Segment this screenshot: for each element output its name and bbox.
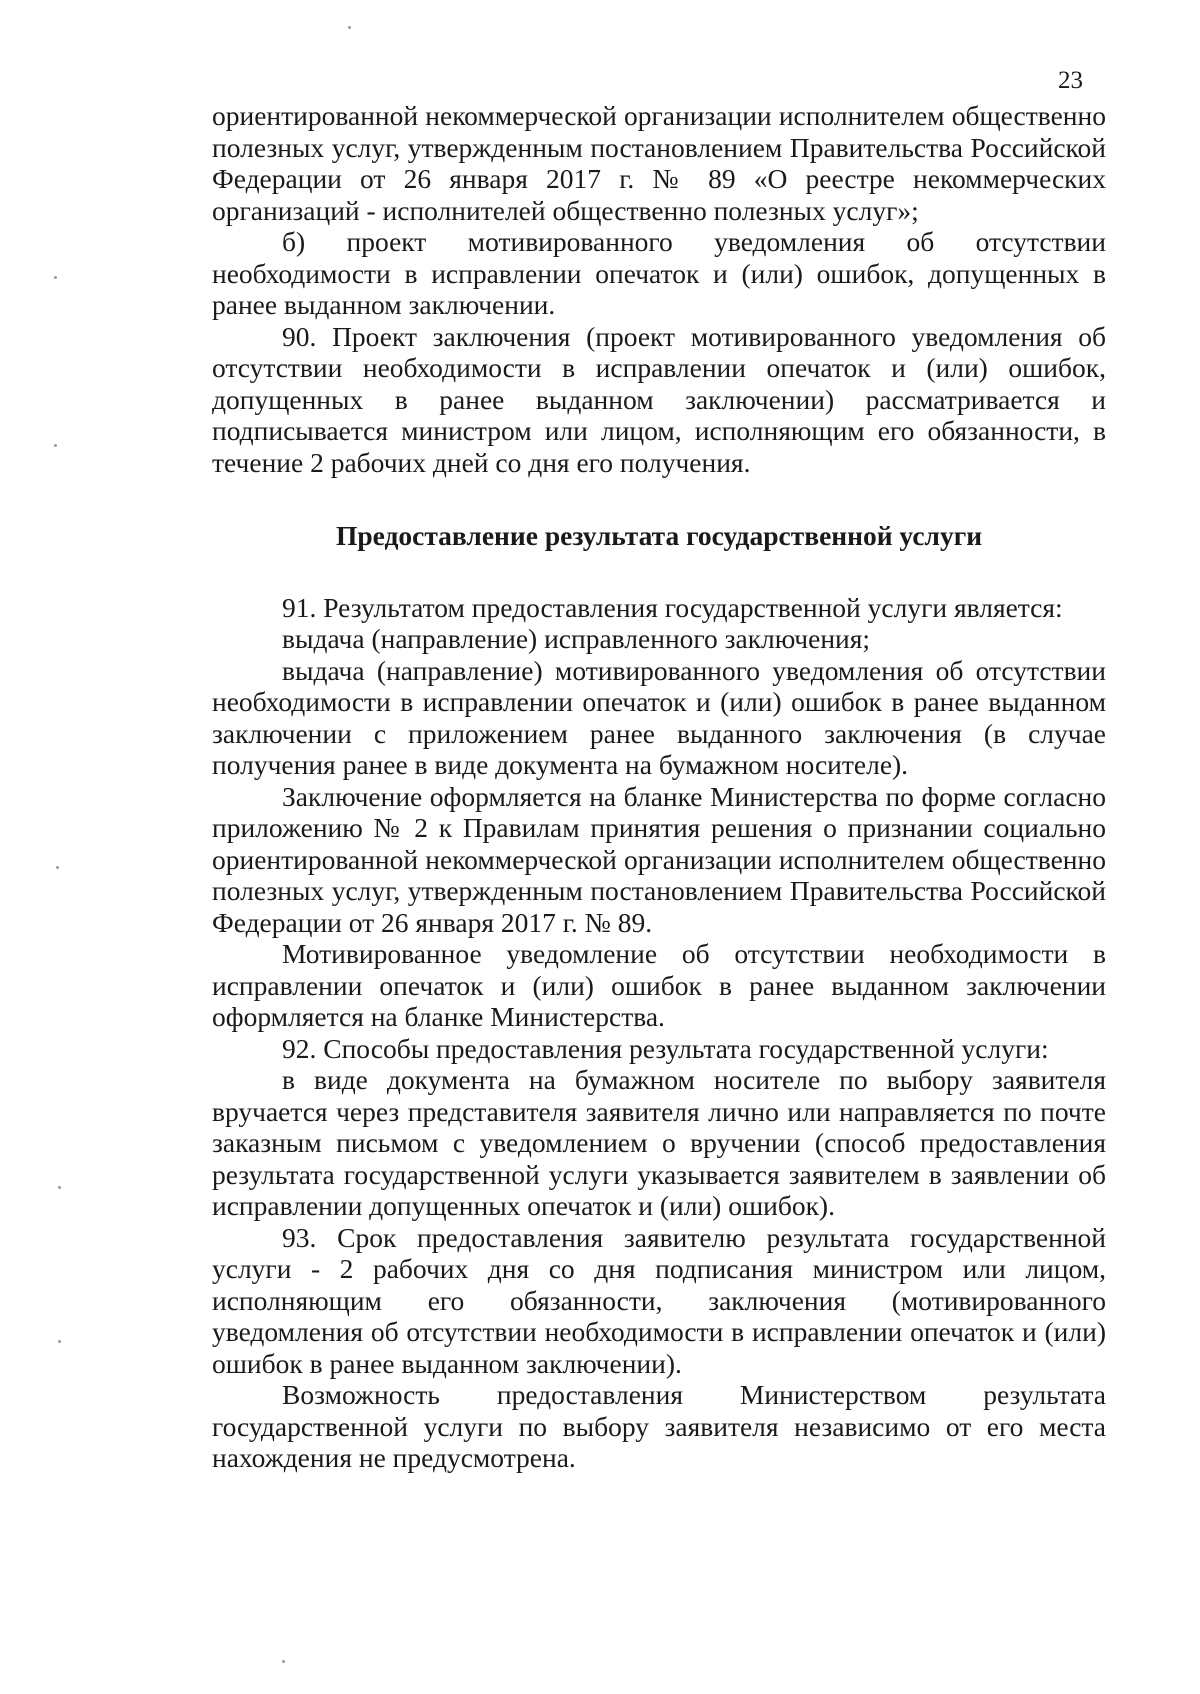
paragraph-92: 92. Способы предоставления результата государственной услуги: <box>282 1032 1049 1064</box>
scan-speck <box>282 1660 285 1663</box>
scan-speck <box>54 276 57 279</box>
scan-speck <box>54 444 57 447</box>
paragraph-91-item-1: выдача (направление) исправленного заключения; <box>282 623 871 654</box>
paragraph-92-item-1: в виде документа на бумажном носителе по выбору заявителя вручается через представителя заявителя лично или направляется по почте заказным письмом с уведомлением о вручении (способ предоставления результата государственной услуги указывается заявителем в заявлении об исправлении допущенных опечаток и (или) ошибок). <box>212 1064 1106 1221</box>
section-heading: Предоставление результата государственной услуги <box>335 520 983 551</box>
scan-speck <box>58 1340 61 1343</box>
paragraph-90: 90. Проект заключения (проект мотивированного уведомления об отсутствии необходимости в исправлении опечаток и (или) ошибок, допущенных в ранее выданном заключении) рассматривается и подписывается министром или лицом, исполняющим его обязанности, в течение 2 рабочих дней со дня его получения. <box>212 320 1106 478</box>
paragraph-91-item-2: выдача (направление) мотивированного уведомления об отсутствии необходимости в исправлении опечаток и (или) ошибок в ранее выданном заключении с приложением ранее выданного заключения (в случае получения ранее в виде документа на бумажном носителе). <box>212 654 1106 780</box>
paragraph-item-b: б) проект мотивированного уведомления об отсутствии необходимости в исправлении опечаток и (или) ошибок, допущенных в ранее выданном заключении. <box>212 226 1106 320</box>
page-number: 23 <box>1058 67 1083 94</box>
scan-speck <box>56 866 59 869</box>
paragraph-notice-form: Мотивированное уведомление об отсутствии необходимости в исправлении опечаток и (или) ошибок в ранее выданном заключении оформляется на бланке Министерства. <box>212 938 1106 1032</box>
document-body <box>212 100 1106 1474</box>
paragraph-conclusion-form: Заключение оформляется на бланке Министерства по форме согласно приложению № 2 к Правилам принятия решения о признании социально ориентированной некоммерческой организации исполнителем общественно полезных услуг, утвержденным постановлением Правительства Российской Федерации от 26 января 2017 г. № 89. <box>212 780 1106 938</box>
scan-speck <box>58 1186 61 1189</box>
paragraph-93: 93. Срок предоставления заявителю результата государственной услуги - 2 рабочих дня со дня подписания министром или лицом, исполняющим его обязанности, заключения (мотивированного уведомления об отсутствии необходимости в исправлении опечаток и (или) ошибок в ранее выданном заключении). <box>212 1221 1106 1379</box>
paragraph-possibility: Возможность предоставления Министерством результата государственной услуги по выбору заявителя независимо от его места нахождения не предусмотрена. <box>212 1379 1106 1473</box>
paragraph-91: 91. Результатом предоставления государственной услуги является: <box>282 591 1063 623</box>
paragraph-continuation: ориентированной некоммерческой организации исполнителем общественно полезных услуг, утвержденным постановлением Правительства Российской Федерации от 26 января 2017 г. № 89 «О реестре некоммерческих организаций - исполнителей общественно полезных услуг»; <box>212 100 1106 226</box>
scan-speck <box>348 26 351 29</box>
